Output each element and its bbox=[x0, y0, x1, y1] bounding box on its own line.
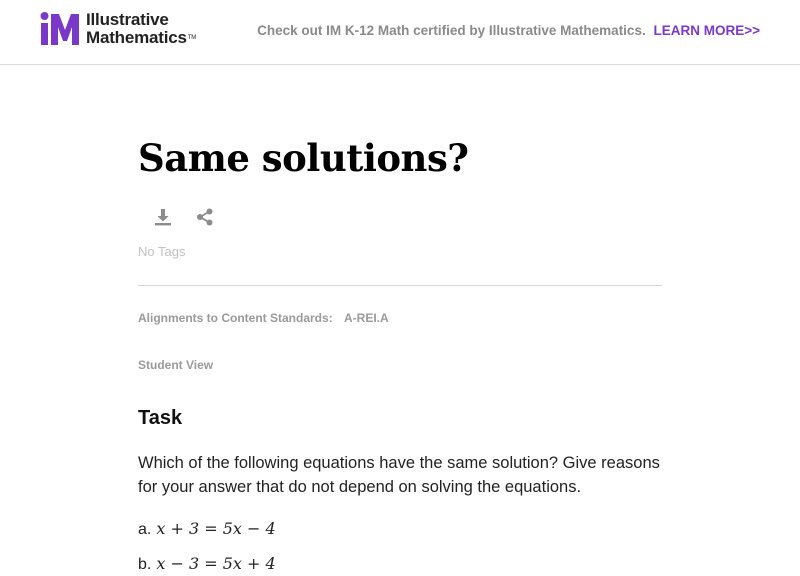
equation-b bbox=[138, 554, 276, 574]
alignments-label: Alignments to Content Standards: bbox=[138, 311, 333, 325]
share-icon bbox=[196, 208, 214, 226]
section-divider bbox=[138, 285, 662, 286]
logo-trademark: TM bbox=[187, 35, 197, 41]
task-prompt: Which of the following equations have the same solution? Give reasons for your answer that do not depend on solving the equations. bbox=[138, 454, 660, 496]
logo-line-1: Illustrative bbox=[86, 10, 169, 29]
logo-wordmark bbox=[86, 11, 196, 47]
tags-list: No Tags bbox=[138, 244, 186, 259]
download-icon bbox=[154, 208, 172, 226]
page-title: Same solutions? bbox=[138, 136, 469, 180]
task-heading: Task bbox=[138, 407, 183, 429]
im-logo-mark-icon bbox=[40, 11, 80, 47]
logo-line-2: Mathematics™ bbox=[86, 28, 197, 47]
illustrative-mathematics-logo[interactable] bbox=[40, 11, 196, 47]
site-header bbox=[0, 0, 800, 65]
promo-text: Check out IM K-12 Math certified by Illustrative Mathematics. bbox=[257, 23, 646, 38]
equation-b-expression: x − 3 = 5x + 4 bbox=[156, 554, 276, 573]
equation-a-expression: x + 3 = 5x − 4 bbox=[156, 519, 276, 538]
share-button[interactable] bbox=[194, 206, 216, 228]
download-button[interactable] bbox=[152, 206, 174, 228]
content-standards-alignment bbox=[138, 311, 389, 325]
promo-banner bbox=[257, 23, 760, 38]
equation-a-label: a. bbox=[138, 521, 152, 538]
equation-b-label: b. bbox=[138, 556, 152, 573]
student-view-link[interactable]: Student View bbox=[138, 358, 214, 372]
standard-link[interactable]: A-REI.A bbox=[344, 311, 389, 325]
task-actions bbox=[152, 206, 216, 228]
equation-a bbox=[138, 519, 276, 539]
learn-more-link[interactable]: LEARN MORE>> bbox=[653, 23, 760, 38]
